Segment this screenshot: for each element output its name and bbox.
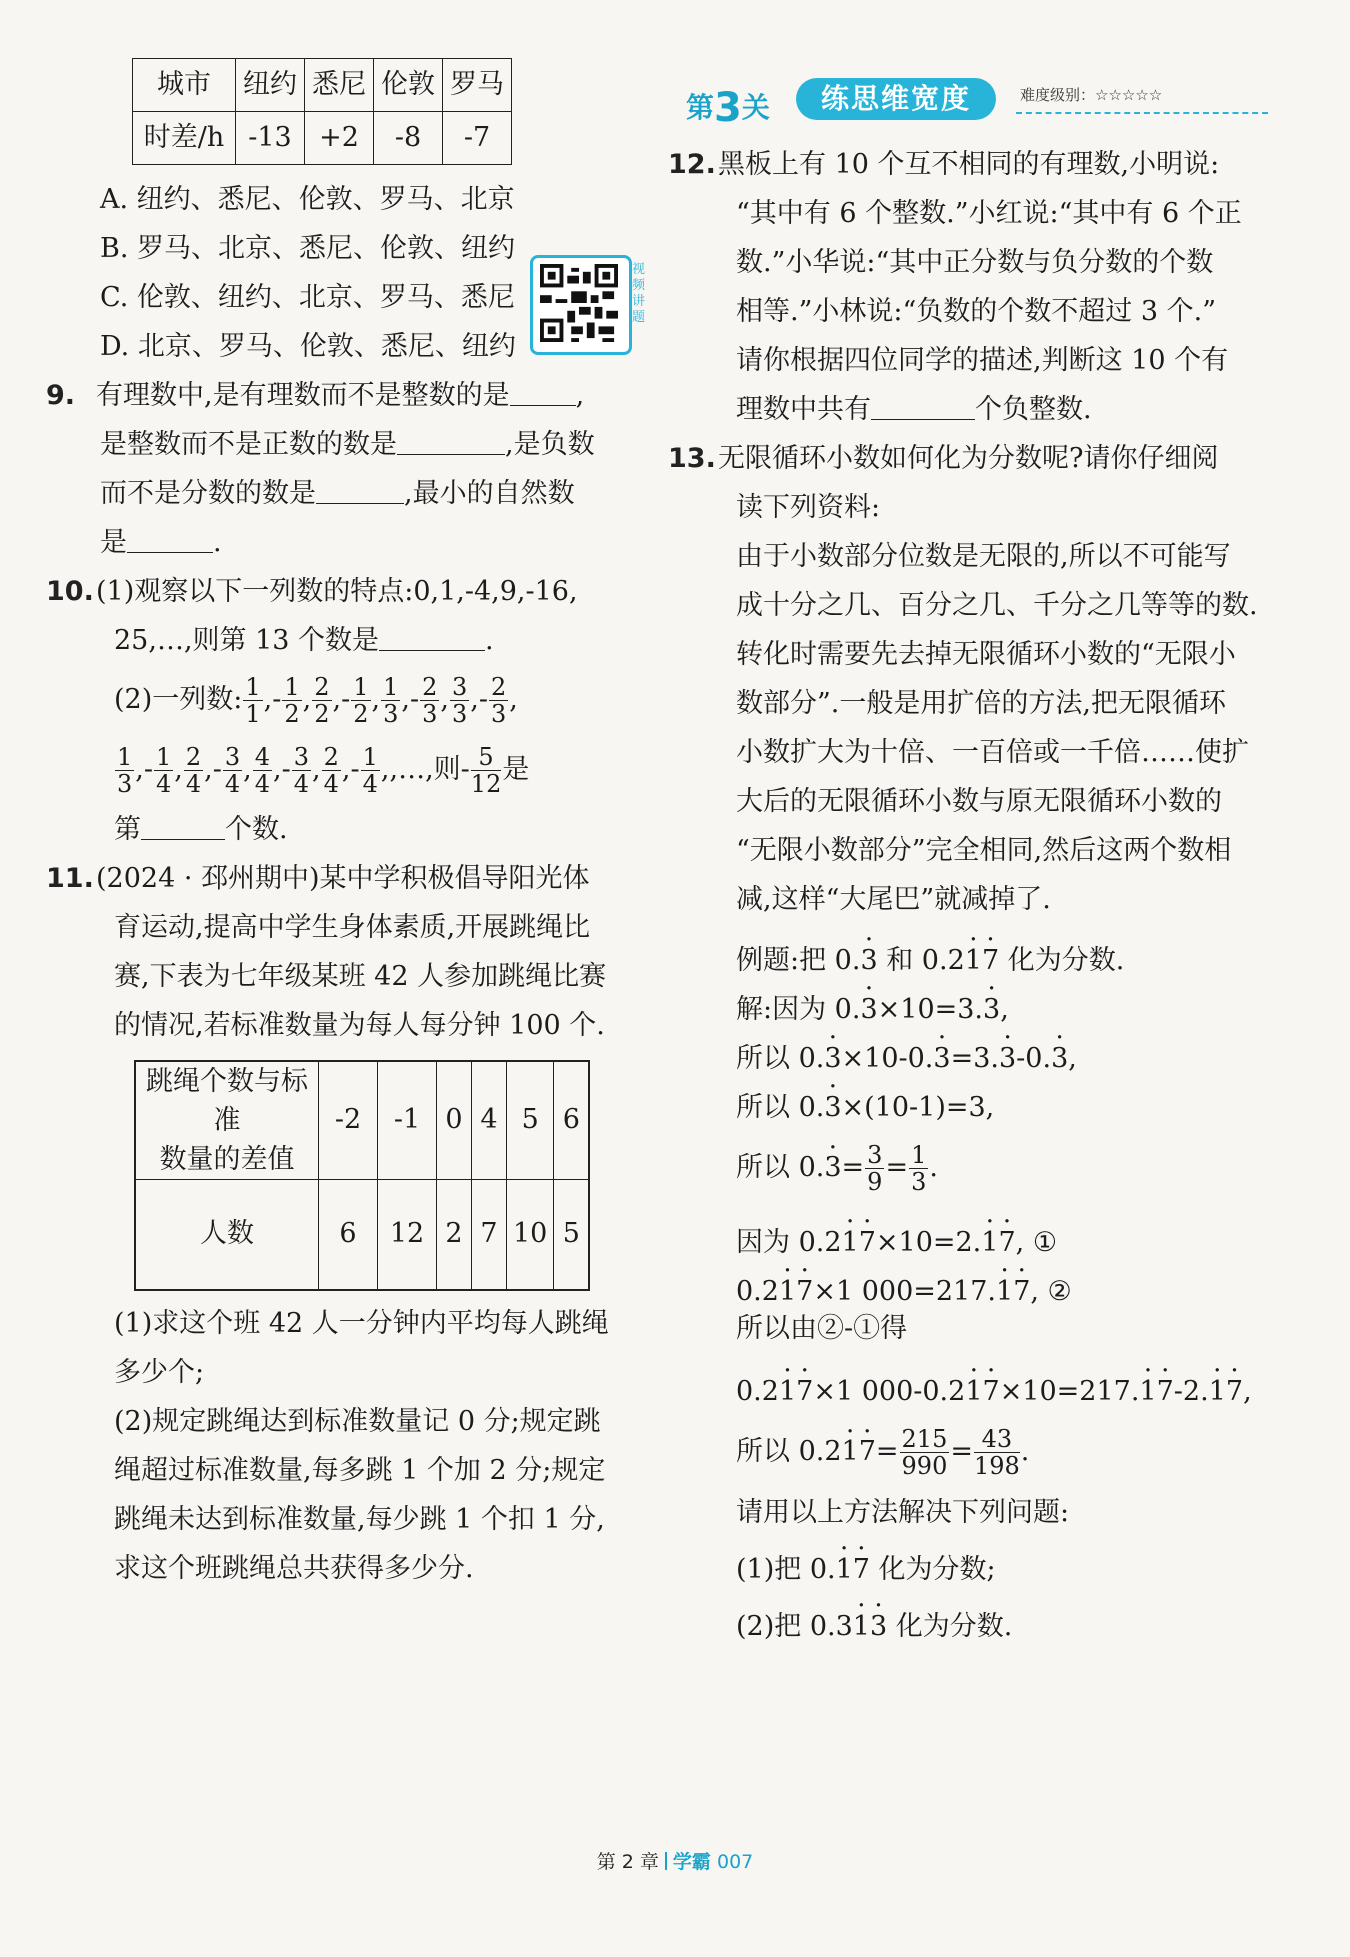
fraction: $\frac{1}{3}$ bbox=[383, 672, 399, 728]
answer-blank[interactable] bbox=[127, 522, 213, 553]
table-cell: 4 bbox=[472, 1061, 507, 1180]
question-10 bbox=[46, 567, 660, 854]
reading-text: 成十分之几、百分之几、千分之几等等的数. bbox=[736, 590, 1258, 621]
question-text: “其中有 6 个整数.”小红说:“其中有 6 个正 bbox=[736, 198, 1242, 229]
question-text: 个负整数. bbox=[975, 394, 1092, 425]
table-cell: -2 bbox=[319, 1061, 378, 1180]
example-title: 例题:把 0.· 3 和 0.2· 1· 7 化为分数. bbox=[686, 936, 1276, 985]
answer-blank[interactable] bbox=[510, 375, 576, 406]
page-number: 007 bbox=[716, 1851, 754, 1873]
timezone-table bbox=[132, 58, 512, 165]
fraction: $\frac{3}{3}$ bbox=[451, 672, 468, 728]
question-text: (1)观察以下一列数的特点:0,1,-4,9,-16, bbox=[96, 576, 578, 607]
section-header bbox=[686, 78, 1276, 131]
question-text: 求这个班跳绳总共获得多少分. bbox=[114, 1552, 474, 1584]
question-number: 10. bbox=[46, 576, 94, 607]
fraction-target: $\frac{5}{12}$ bbox=[470, 742, 502, 798]
table-cell: 7 bbox=[472, 1180, 507, 1290]
table-cell: 纽约 bbox=[236, 59, 305, 112]
reading-text: “无限小数部分”完全相同,然后这两个数相 bbox=[736, 835, 1232, 866]
reading-text: 转化时需要先去掉无限循环小数的“无限小 bbox=[736, 639, 1236, 670]
qr-label: 视频讲题 bbox=[632, 262, 646, 325]
sub-question: (1)把 0.· 1· 7 化为分数; bbox=[686, 1545, 1276, 1594]
fraction: $\frac{1}{4}$ bbox=[156, 742, 172, 798]
question-text: ,最小的自然数 bbox=[404, 478, 575, 509]
fraction: $\frac{2}{3}$ bbox=[422, 672, 438, 728]
solution-line: 所以 0.2· 1· 7= $\frac{215}{990}$ = $\frac{43}{198}$ . bbox=[686, 1416, 1276, 1488]
question-text: 绳超过标准数量,每多跳 1 个加 2 分;规定 bbox=[114, 1454, 606, 1486]
question-text: 25,…,则第 13 个数是 bbox=[114, 625, 380, 656]
question-number: 9. bbox=[46, 380, 76, 411]
question-text: 相等.”小林说:“负数的个数不超过 3 个.” bbox=[736, 296, 1217, 327]
question-9 bbox=[46, 371, 660, 567]
question-number: 13. bbox=[668, 443, 716, 474]
table-cell: 6 bbox=[554, 1061, 590, 1180]
table-header: 人数 bbox=[135, 1180, 319, 1290]
table-cell: 12 bbox=[378, 1180, 437, 1290]
question-text: 而不是分数的数是 bbox=[100, 478, 316, 509]
option-c: C. 伦敦、纽约、北京、罗马、悉尼 bbox=[100, 282, 515, 313]
fraction: $\frac{2}{4}$ bbox=[323, 742, 339, 798]
table-cell: -1 bbox=[378, 1061, 437, 1180]
question-text: . bbox=[213, 527, 222, 558]
question-text: 赛,下表为七年级某班 42 人参加跳绳比赛 bbox=[114, 961, 607, 992]
left-column bbox=[46, 58, 660, 1593]
question-text: . bbox=[485, 625, 494, 656]
table-cell: 悉尼 bbox=[305, 59, 374, 112]
answer-blank[interactable] bbox=[316, 473, 404, 504]
fraction: $\frac{1}{2}$ bbox=[353, 672, 369, 728]
answer-blank[interactable] bbox=[871, 389, 975, 420]
table-cell: -7 bbox=[443, 112, 512, 165]
solution-line: 所以由②-①得 bbox=[736, 1313, 908, 1344]
question-text: , bbox=[575, 380, 585, 411]
reading-text: 读下列资料: bbox=[736, 492, 881, 523]
table-row bbox=[133, 112, 512, 165]
table-header: 跳绳个数与标准 数量的差值 bbox=[135, 1061, 319, 1180]
solution-line: 0.2· 1· 7×1 000-0.2· 1· 7×10=217.· 1· 7-2.· 1· 7, bbox=[686, 1367, 1276, 1416]
question-text: (2)规定跳绳达到标准数量记 0 分;规定跳 bbox=[114, 1405, 601, 1437]
option-a: A. 纽约、悉尼、伦敦、罗马、北京 bbox=[100, 184, 515, 215]
table-cell: 5 bbox=[554, 1180, 590, 1290]
footer-divider bbox=[665, 1852, 667, 1870]
reading-text: 大后的无限循环小数与原无限循环小数的 bbox=[736, 786, 1222, 817]
option-b: B. 罗马、北京、悉尼、伦敦、纽约 bbox=[100, 233, 516, 264]
question-text: 无限循环小数如何化为分数呢?请你仔细阅 bbox=[718, 443, 1219, 474]
fraction: $\frac{2}{3}$ bbox=[490, 672, 507, 728]
question-text: ,…,则- bbox=[389, 754, 470, 785]
table-cell: 10 bbox=[507, 1180, 554, 1290]
question-text: 个数. bbox=[225, 814, 288, 845]
table-cell: 城市 bbox=[133, 59, 236, 112]
table-cell: +2 bbox=[305, 112, 374, 165]
question-text: (1)求这个班 42 人一分钟内平均每人跳绳 bbox=[114, 1307, 609, 1339]
table-cell: 时差/h bbox=[133, 112, 236, 165]
table-cell: 2 bbox=[437, 1180, 472, 1290]
question-number: 12. bbox=[668, 149, 716, 180]
answer-blank[interactable] bbox=[141, 809, 225, 840]
question-11 bbox=[46, 854, 660, 1593]
solution-line: 所以 0.· 3×10-0.· 3=3.· 3-0.· 3, bbox=[686, 1034, 1276, 1083]
table-cell: 0 bbox=[437, 1061, 472, 1180]
solution-line: 因为 0.2· 1· 7×10=2.· 1· 7, ① bbox=[686, 1218, 1276, 1267]
reading-text: 小数扩大为十倍、一百倍或一千倍……使扩 bbox=[736, 737, 1249, 768]
question-text: 第 bbox=[114, 814, 141, 845]
solution-line: 解:因为 0.· 3×10=3.· 3, bbox=[686, 985, 1276, 1034]
table-cell: 5 bbox=[507, 1061, 554, 1180]
question-12 bbox=[668, 140, 1276, 434]
option-d: D. 北京、罗马、伦敦、悉尼、纽约 bbox=[100, 331, 516, 362]
question-text: 有理数中,是有理数而不是整数的是 bbox=[96, 380, 510, 411]
reading-text: 减,这样“大尾巴”就减掉了. bbox=[736, 884, 1051, 915]
fraction: $\frac{2}{2}$ bbox=[314, 672, 330, 728]
reading-text: 由于小数部分位数是无限的,所以不可能写 bbox=[736, 541, 1231, 572]
solution-line: 所以 0.· 3×(10-1)=3, bbox=[686, 1083, 1276, 1132]
instruction-text: 请用以上方法解决下列问题: bbox=[736, 1497, 1070, 1528]
question-text: 是整数而不是正数的数是 bbox=[100, 429, 397, 460]
right-column bbox=[668, 140, 1276, 1651]
page-footer bbox=[0, 1848, 1350, 1877]
question-text: 是 bbox=[100, 527, 127, 558]
fraction: $\frac{3}{4}$ bbox=[224, 742, 241, 798]
question-text: ,是负数 bbox=[505, 429, 595, 460]
stage-badge: 第3关 bbox=[686, 85, 770, 131]
fraction: $\frac{1}{4}$ bbox=[362, 742, 378, 798]
question-text: 育运动,提高中学生身体素质,开展跳绳比 bbox=[114, 912, 591, 943]
question-text: (2024 · 邳州期中)某中学积极倡导阳光体 bbox=[96, 863, 590, 894]
table-cell: 伦敦 bbox=[374, 59, 443, 112]
fraction: $\frac{4}{4}$ bbox=[254, 742, 271, 798]
fraction: $\frac{1}{3}$ bbox=[117, 742, 133, 798]
question-13 bbox=[668, 434, 1276, 1651]
fraction-sequence: $\frac{1}{1}$ ,- $\frac{1}{2}$ , $\frac{2}{2}$ ,- $\frac{1}{2}$ , $\frac{1}{3}$ ,- $\frac{2}{3}$ , $\frac{3}{3}$ ,- $\frac{2}{3}$ , bbox=[245, 672, 518, 728]
table-cell: -8 bbox=[374, 112, 443, 165]
question-text: (2)一列数: bbox=[114, 684, 243, 715]
brand-label: 学霸 bbox=[672, 1851, 711, 1873]
question-text: 跳绳未达到标准数量,每少跳 1 个扣 1 分, bbox=[114, 1503, 605, 1535]
answer-blank[interactable] bbox=[397, 424, 505, 455]
table-row bbox=[133, 59, 512, 112]
fraction: $\frac{1}{1}$ bbox=[245, 672, 261, 728]
answer-blank[interactable] bbox=[379, 620, 485, 651]
table-cell: -13 bbox=[236, 112, 305, 165]
fraction-sequence: $\frac{1}{3}$ ,- $\frac{1}{4}$ , $\frac{2}{4}$ ,- $\frac{3}{4}$ , $\frac{4}{4}$ ,- $\frac{3}{4}$ , $\frac{2}{4}$ ,- $\frac{1}{4}$ , bbox=[117, 742, 390, 798]
question-text: 多少个; bbox=[114, 1356, 205, 1388]
table-row bbox=[135, 1180, 589, 1290]
question-text: 的情况,若标准数量为每人每分钟 100 个. bbox=[114, 1010, 605, 1041]
question-text: 请你根据四位同学的描述,判断这 10 个有 bbox=[736, 345, 1229, 376]
header-divider bbox=[1016, 112, 1268, 114]
solution-line: 0.2· 1· 7×1 000=217.· 1· 7, ② bbox=[686, 1267, 1276, 1316]
table-cell: 6 bbox=[319, 1180, 378, 1290]
jump-rope-table bbox=[134, 1060, 590, 1291]
chapter-label: 第 2 章 bbox=[596, 1851, 659, 1873]
question-text: 理数中共有 bbox=[736, 394, 871, 425]
fraction: $\frac{3}{4}$ bbox=[293, 742, 310, 798]
fraction: $\frac{1}{2}$ bbox=[284, 672, 300, 728]
sub-question: (2)把 0.3· 1· 3 化为分数. bbox=[686, 1602, 1276, 1651]
question-text: 黑板上有 10 个互不相同的有理数,小明说: bbox=[718, 149, 1220, 180]
question-number: 11. bbox=[46, 863, 94, 894]
fraction: $\frac{2}{4}$ bbox=[185, 742, 202, 798]
solution-line: 所以 0.· 3= $\frac{3}{9}$ = $\frac{1}{3}$ . bbox=[686, 1132, 1276, 1204]
reading-text: 数部分”.一般是用扩倍的方法,把无限循环 bbox=[736, 688, 1226, 719]
difficulty-rating: 难度级别：☆☆☆☆☆ bbox=[1020, 86, 1163, 104]
table-row bbox=[135, 1061, 589, 1180]
table-cell: 罗马 bbox=[443, 59, 512, 112]
question-text: 是 bbox=[502, 754, 530, 785]
section-title: 练思维宽度 bbox=[796, 78, 996, 120]
question-text: 数.”小华说:“其中正分数与负分数的个数 bbox=[736, 247, 1214, 278]
